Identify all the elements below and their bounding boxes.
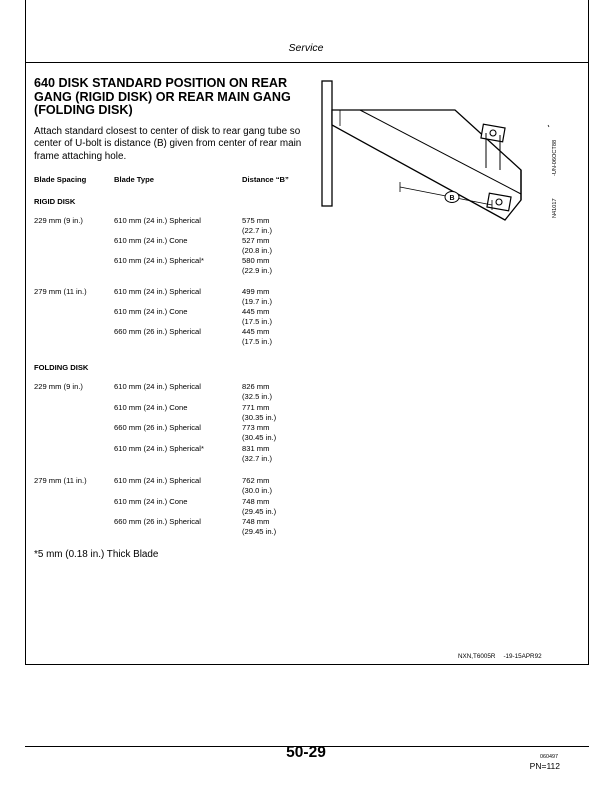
cell-distance-in: (17.5 in.) — [242, 317, 272, 326]
cell-distance-in: (22.9 in.) — [242, 266, 272, 275]
cell-blade-type: 660 mm (26 in.) Spherical — [114, 423, 201, 432]
cell-distance-in: (30.45 in.) — [242, 433, 277, 442]
figure-side-code-2: N41017 — [552, 198, 558, 218]
cell-distance-mm: 773 mm — [242, 423, 270, 432]
section-right-border — [588, 62, 589, 665]
header-rule — [25, 62, 589, 63]
cell-distance-in: (17.5 in.) — [242, 337, 272, 346]
cell-blade-type: 610 mm (24 in.) Cone — [114, 236, 188, 245]
cell-distance-in: (32.7 in.) — [242, 453, 272, 463]
cell-distance-mm: 445 mm — [242, 307, 270, 316]
header-title: Service — [288, 42, 324, 54]
section-left-border — [25, 62, 26, 665]
cell-blade-type: 610 mm (24 in.) Cone — [114, 402, 188, 412]
group-label-folding: FOLDING DISK — [34, 363, 89, 372]
group-label-rigid: RIGID DISK — [34, 197, 76, 206]
cell-blade-type: 610 mm (24 in.) Spherical — [114, 287, 201, 296]
cell-blade-spacing: 229 mm (9 in.) — [34, 216, 83, 225]
cell-distance-in: (32.5 in.) — [242, 392, 272, 401]
cell-distance-mm: 580 mm — [242, 256, 270, 265]
cell-distance-mm: 762 mm — [242, 476, 270, 485]
cell-blade-type: 610 mm (24 in.) Spherical — [114, 382, 201, 391]
page-number: 50-29 — [286, 744, 326, 761]
cell-blade-type: 610 mm (24 in.) Spherical* — [114, 256, 204, 265]
cell-distance-mm: 748 mm — [242, 517, 270, 526]
section-title: 640 DISK STANDARD POSITION ON REAR GANG (RIGID DISK) OR REAR MAIN GANG (FOLDING DISK) — [34, 76, 291, 117]
cell-blade-spacing: 279 mm (11 in.) — [34, 476, 87, 485]
cell-distance-in: (29.45 in.) — [242, 527, 277, 536]
section-bottom-rule — [25, 664, 589, 665]
footer-code: 060497 — [540, 754, 558, 760]
cell-distance-in: (20.8 in.) — [242, 246, 272, 255]
cell-distance-in: (30.0 in.) — [242, 486, 272, 495]
cell-blade-spacing: 229 mm (9 in.) — [34, 382, 83, 391]
cell-distance-in: (19.7 in.) — [242, 297, 272, 306]
disk-standard-figure — [300, 70, 585, 225]
cell-distance-mm: 748 mm — [242, 496, 270, 506]
cell-blade-type: 610 mm (24 in.) Cone — [114, 496, 188, 506]
cell-distance-in: (22.7 in.) — [242, 226, 272, 235]
section-intro: Attach standard closest to center of disk to rear gang tube so center of U-bolt is distance (B) given from center of rear main frame attaching hole. — [34, 126, 302, 162]
figure-code-right: -19-15APR92 — [503, 653, 542, 660]
cell-distance-mm: 445 mm — [242, 327, 270, 336]
callout-b-label: B — [449, 195, 455, 202]
figure-code-left: NXN,T6005R — [458, 653, 496, 660]
cell-distance-mm: 499 mm — [242, 287, 270, 296]
figure-reference-code — [458, 653, 550, 660]
cell-distance-mm: 575 mm — [242, 216, 270, 225]
cell-blade-type: 610 mm (24 in.) Cone — [114, 307, 188, 316]
cell-distance-in: (30.35 in.) — [242, 412, 277, 422]
cell-blade-type: 660 mm (26 in.) Spherical — [114, 517, 201, 526]
cell-distance-in: (29.45 in.) — [242, 506, 277, 516]
cell-blade-type: 610 mm (24 in.) Spherical — [114, 216, 201, 225]
header-blade-spacing: Blade Spacing — [34, 175, 87, 184]
cell-distance-mm: 831 mm — [242, 443, 270, 453]
cell-blade-type: 610 mm (24 in.) Spherical* — [114, 443, 204, 453]
cell-distance-mm: 771 mm — [242, 402, 270, 412]
footnote: *5 mm (0.18 in.) Thick Blade — [34, 549, 159, 560]
header-blade-type: Blade Type — [114, 175, 154, 184]
frame-plate — [322, 81, 332, 206]
page-pn: PN=112 — [529, 761, 560, 771]
cell-blade-type: 660 mm (26 in.) Spherical — [114, 327, 201, 336]
cell-distance-mm: 527 mm — [242, 236, 270, 245]
cell-distance-mm: 826 mm — [242, 382, 270, 391]
cell-blade-type: 610 mm (24 in.) Spherical — [114, 476, 201, 485]
cell-blade-spacing: 279 mm (11 in.) — [34, 287, 87, 296]
figure-side-code-1: -UN-06OCT88 — [552, 139, 558, 176]
header-distance-b: Distance “B” — [242, 175, 289, 184]
